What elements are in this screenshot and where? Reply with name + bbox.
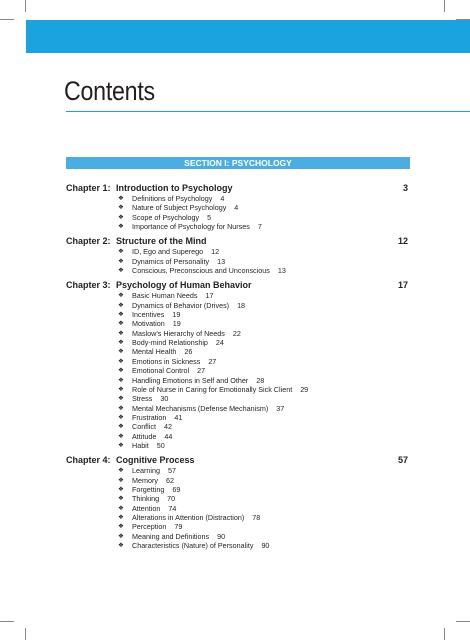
topic-label: Maslow's Hierarchy of Needs xyxy=(132,328,225,338)
diamond-bullet-icon: ❖ xyxy=(118,213,124,221)
chapter-page: 12 xyxy=(397,236,408,247)
topic-item[interactable] xyxy=(66,466,408,475)
topic-item[interactable] xyxy=(66,257,408,266)
crop-mark-tl-h xyxy=(0,19,14,20)
topic-page: 7 xyxy=(257,222,262,232)
topic-item[interactable] xyxy=(66,366,408,375)
topic-item[interactable] xyxy=(66,338,408,347)
topic-item[interactable] xyxy=(66,329,408,338)
topic-page: 26 xyxy=(184,347,193,357)
topic-item[interactable] xyxy=(66,441,408,450)
chapter-title: Introduction to Psychology xyxy=(116,183,233,193)
diamond-bullet-icon: ❖ xyxy=(118,495,124,503)
chapter-heading[interactable] xyxy=(66,454,408,466)
section-heading: SECTION I: PSYCHOLOGY xyxy=(66,157,410,169)
topic-page: 78 xyxy=(252,512,261,522)
diamond-bullet-icon: ❖ xyxy=(118,504,124,512)
crop-mark-tr-v xyxy=(444,0,445,12)
topic-item[interactable] xyxy=(66,413,408,422)
diamond-bullet-icon: ❖ xyxy=(118,223,124,231)
topic-item[interactable] xyxy=(66,432,408,441)
topic-label: Emotions in Sickness xyxy=(132,356,201,366)
topic-item[interactable] xyxy=(66,347,408,356)
topic-page: 29 xyxy=(300,384,309,394)
topic-page: 79 xyxy=(174,522,183,532)
topic-label: Frustration xyxy=(132,412,167,422)
chapter-entry xyxy=(66,454,408,550)
topic-page: 44 xyxy=(164,431,173,441)
topic-label: Forgetting xyxy=(132,484,165,494)
chapter-number: Chapter 3: xyxy=(66,280,111,291)
page-title: Contents xyxy=(64,76,155,106)
topic-page: 5 xyxy=(207,212,212,222)
topic-label: Mental Mechanisms (Defense Mechanism) xyxy=(132,403,269,413)
chapter-heading[interactable] xyxy=(66,235,408,247)
topic-page: 28 xyxy=(256,375,265,385)
chapter-title: Structure of the Mind xyxy=(116,236,207,247)
topic-page: 19 xyxy=(172,310,181,320)
topic-page: 4 xyxy=(234,203,239,213)
topic-page: 27 xyxy=(197,366,206,376)
topic-label: Alterations in Attention (Distraction) xyxy=(132,512,245,522)
crop-mark-br-v xyxy=(444,628,445,640)
diamond-bullet-icon: ❖ xyxy=(118,513,124,521)
chapter-title: Cognitive Process xyxy=(116,455,195,466)
topic-item[interactable] xyxy=(66,522,408,531)
topic-label: Importance of Psychology for Nurses xyxy=(132,222,250,232)
chapter-entry xyxy=(66,182,408,231)
diamond-bullet-icon: ❖ xyxy=(118,467,124,475)
topic-page: 69 xyxy=(172,484,181,494)
topic-item[interactable] xyxy=(66,476,408,485)
crop-mark-bl-h xyxy=(0,621,14,622)
topic-item[interactable] xyxy=(66,319,408,328)
diamond-bullet-icon: ❖ xyxy=(118,204,124,212)
topic-item[interactable] xyxy=(66,194,408,203)
topic-page: 74 xyxy=(168,503,177,513)
diamond-bullet-icon: ❖ xyxy=(118,357,124,365)
diamond-bullet-icon: ❖ xyxy=(118,423,124,431)
chapter-number: Chapter 1: xyxy=(66,183,111,193)
topic-label: Motivation xyxy=(132,319,165,329)
topic-label: Conscious, Preconscious and Unconscious xyxy=(132,266,270,276)
header-band xyxy=(26,20,470,53)
diamond-bullet-icon: ❖ xyxy=(118,292,124,300)
crop-mark-bl-v xyxy=(25,628,26,640)
diamond-bullet-icon: ❖ xyxy=(118,532,124,540)
diamond-bullet-icon: ❖ xyxy=(118,301,124,309)
topic-label: Definitions of Psychology xyxy=(132,194,213,203)
topic-label: Learning xyxy=(132,466,160,476)
topic-label: ID, Ego and Superego xyxy=(132,247,204,257)
topic-label: Attitude xyxy=(132,431,157,441)
diamond-bullet-icon: ❖ xyxy=(118,339,124,347)
diamond-bullet-icon: ❖ xyxy=(118,376,124,384)
topic-label: Mental Health xyxy=(132,347,177,357)
diamond-bullet-icon: ❖ xyxy=(118,395,124,403)
chapter-number: Chapter 4: xyxy=(66,455,111,466)
topic-label: Conflict xyxy=(132,422,156,432)
topic-page: 50 xyxy=(156,440,165,450)
topic-item[interactable] xyxy=(66,513,408,522)
topic-label: Thinking xyxy=(132,494,160,504)
diamond-bullet-icon: ❖ xyxy=(118,311,124,319)
topic-label: Nature of Subject Psychology xyxy=(132,203,227,213)
topic-item[interactable] xyxy=(66,541,408,550)
topic-page: 27 xyxy=(208,356,217,366)
topic-label: Meaning and Definitions xyxy=(132,531,210,541)
diamond-bullet-icon: ❖ xyxy=(118,441,124,449)
diamond-bullet-icon: ❖ xyxy=(118,348,124,356)
topic-page: 41 xyxy=(174,412,183,422)
topic-label: Handling Emotions in Self and Other xyxy=(132,375,249,385)
topic-label: Stress xyxy=(132,394,153,404)
topic-page: 24 xyxy=(215,338,224,348)
topic-page: 22 xyxy=(232,328,241,338)
topic-label: Dynamics of Behavior (Drives) xyxy=(132,300,230,310)
diamond-bullet-icon: ❖ xyxy=(118,329,124,337)
topic-page: 37 xyxy=(276,403,285,413)
topic-page: 90 xyxy=(217,531,226,541)
diamond-bullet-icon: ❖ xyxy=(118,476,124,484)
chapter-title: Psychology of Human Behavior xyxy=(116,280,252,291)
chapter-entry xyxy=(66,279,408,450)
chapter-heading[interactable] xyxy=(66,279,408,291)
topic-label: Attention xyxy=(132,503,161,513)
crop-mark-br-h xyxy=(456,621,470,622)
topic-label: Scope of Psychology xyxy=(132,212,200,222)
topic-page: 30 xyxy=(160,394,169,404)
crop-mark-tl-v xyxy=(25,0,26,12)
topic-item[interactable] xyxy=(66,394,408,403)
topic-page: 57 xyxy=(167,466,176,476)
chapter-heading[interactable] xyxy=(66,182,408,194)
topic-page: 18 xyxy=(237,300,246,310)
topic-item[interactable] xyxy=(66,247,408,256)
topic-item[interactable] xyxy=(66,494,408,503)
diamond-bullet-icon: ❖ xyxy=(118,413,124,421)
topic-item[interactable] xyxy=(66,310,408,319)
topic-item[interactable] xyxy=(66,222,408,231)
topic-label: Perception xyxy=(132,522,167,532)
diamond-bullet-icon: ❖ xyxy=(118,485,124,493)
title-rule xyxy=(66,111,470,112)
chapter-page: 17 xyxy=(397,280,408,291)
topic-item[interactable] xyxy=(66,532,408,541)
topic-item[interactable] xyxy=(66,385,408,394)
diamond-bullet-icon: ❖ xyxy=(118,367,124,375)
topic-item[interactable] xyxy=(66,203,408,212)
diamond-bullet-icon: ❖ xyxy=(118,257,124,265)
topic-page: 13 xyxy=(217,256,226,266)
chapter-page: 57 xyxy=(397,455,408,466)
diamond-bullet-icon: ❖ xyxy=(118,267,124,275)
chapter-entry xyxy=(66,235,408,275)
topic-label: Basic Human Needs xyxy=(132,291,198,301)
topic-page: 17 xyxy=(205,291,214,301)
diamond-bullet-icon: ❖ xyxy=(118,523,124,531)
topic-label: Emotional Control xyxy=(132,366,190,376)
diamond-bullet-icon: ❖ xyxy=(118,385,124,393)
topic-label: Memory xyxy=(132,475,158,485)
topic-page: 62 xyxy=(165,475,174,485)
topic-label: Characteristics (Nature) of Personality xyxy=(132,541,254,550)
diamond-bullet-icon: ❖ xyxy=(118,248,124,256)
table-of-contents xyxy=(66,182,408,554)
topic-item[interactable] xyxy=(66,422,408,431)
topic-item[interactable] xyxy=(66,266,408,275)
chapter-page: 3 xyxy=(402,183,408,193)
topic-label: Dynamics of Personality xyxy=(132,256,210,266)
topic-label: Body-mind Relationship xyxy=(132,338,208,348)
topic-page: 4 xyxy=(220,194,225,203)
topic-label: Incentives xyxy=(132,310,165,320)
diamond-bullet-icon: ❖ xyxy=(118,195,124,202)
topic-page: 70 xyxy=(167,494,176,504)
chapter-number: Chapter 2: xyxy=(66,236,111,247)
topic-item[interactable] xyxy=(66,301,408,310)
topic-page: 12 xyxy=(211,247,220,257)
topic-page: 19 xyxy=(172,319,181,329)
diamond-bullet-icon: ❖ xyxy=(118,432,124,440)
topic-item[interactable] xyxy=(66,213,408,222)
topic-item[interactable] xyxy=(66,376,408,385)
topic-page: 90 xyxy=(261,541,270,550)
topic-label: Role of Nurse in Caring for Emotionally Sick Client xyxy=(132,384,293,394)
topic-item[interactable] xyxy=(66,404,408,413)
diamond-bullet-icon: ❖ xyxy=(118,542,124,549)
topic-item[interactable] xyxy=(66,357,408,366)
diamond-bullet-icon: ❖ xyxy=(118,320,124,328)
diamond-bullet-icon: ❖ xyxy=(118,404,124,412)
topic-item[interactable] xyxy=(66,504,408,513)
topic-page: 13 xyxy=(277,266,286,276)
topic-page: 42 xyxy=(163,422,172,432)
topic-item[interactable] xyxy=(66,485,408,494)
topic-label: Habit xyxy=(132,440,149,450)
topic-item[interactable] xyxy=(66,291,408,300)
